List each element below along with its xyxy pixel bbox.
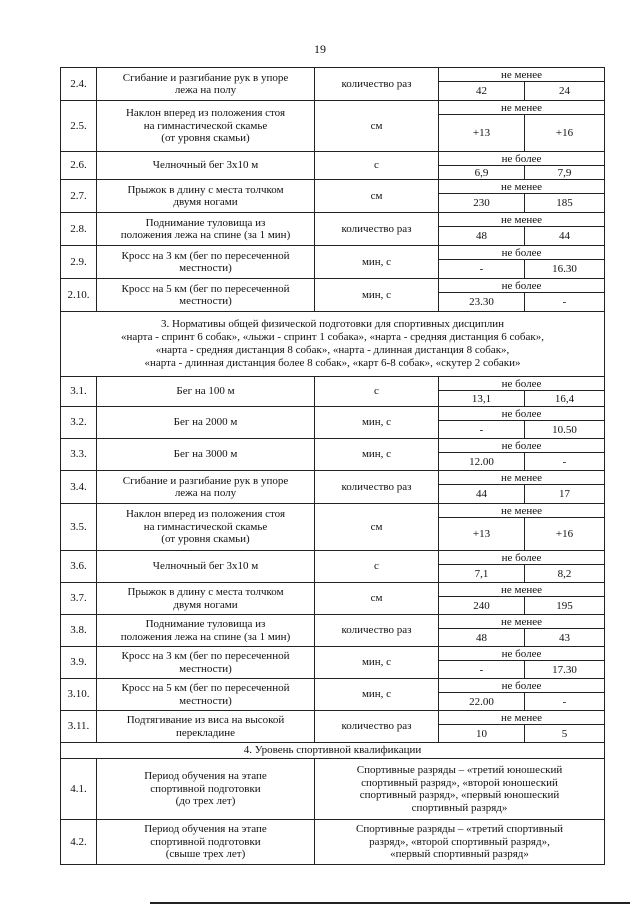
row-number: 2.5. [61,101,97,152]
value-boys: - [439,421,525,439]
unit: мин, с [315,439,439,471]
condition: не менее [439,615,605,629]
qualification-line: Спортивные разряды – «третий юношеский [356,764,563,776]
value-girls: 5 [525,725,605,743]
value-boys: 22.00 [439,693,525,711]
qualification-line: спортивный разряд», «первый юношеский [359,789,560,801]
condition: не более [439,551,605,565]
unit: мин, с [315,246,439,279]
condition: не более [439,279,605,293]
qualification-description [315,759,605,820]
scan-edge-bottom [150,902,630,904]
test-name [97,377,315,407]
row-number: 3.4. [61,471,97,504]
table-row [61,377,605,391]
value-girls: 10.50 [525,421,605,439]
table-row [61,101,605,115]
value-girls: 43 [525,629,605,647]
test-name-line: местности) [179,662,232,675]
table-row [61,471,605,485]
unit: с [315,152,439,180]
section-header-row [61,312,605,377]
value-boys: 44 [439,485,525,504]
table-row [61,407,605,421]
test-name [97,213,315,246]
qualification-line: спортивный разряд» [411,801,508,814]
table-row [61,279,605,293]
table-row [61,647,605,661]
unit: количество раз [315,213,439,246]
value-girls: - [525,693,605,711]
value-boys: 48 [439,227,525,246]
period-name-line: (до трех лет) [175,795,236,808]
table-row [61,711,605,725]
value-girls: 16,4 [525,391,605,407]
test-name-line: местности) [179,295,232,307]
test-name [97,246,315,279]
test-name-line: перекладине [175,726,236,739]
row-number: 2.9. [61,246,97,279]
unit: см [315,583,439,615]
condition: не более [439,679,605,693]
condition: не менее [439,101,605,115]
table-row [61,213,605,227]
test-name-line: лежа на полу [174,487,237,499]
value-girls: 8,2 [525,565,605,583]
row-number: 3.1. [61,377,97,407]
test-name [97,279,315,312]
unit: с [315,551,439,583]
test-name [97,615,315,647]
test-name-line: местности) [179,262,232,274]
condition: не более [439,246,605,260]
condition: не менее [439,583,605,597]
row-number: 2.4. [61,68,97,101]
table-row [61,759,605,820]
value-girls: +16 [525,518,605,551]
table-row [61,180,605,194]
test-name [97,101,315,152]
unit: мин, с [315,679,439,711]
unit: мин, с [315,647,439,679]
value-girls: 185 [525,194,605,213]
unit: количество раз [315,711,439,743]
qualification-description [315,820,605,865]
value-boys: +13 [439,518,525,551]
unit: мин, с [315,407,439,439]
unit: количество раз [315,615,439,647]
period-name-line: спортивной подготовки [150,835,261,848]
row-number: 3.6. [61,551,97,583]
test-name-line: Поднимание туловища из [145,216,266,229]
row-number: 2.8. [61,213,97,246]
test-name-line: Челночный бег 3x10 м [152,159,259,172]
condition: не более [439,152,605,166]
test-name [97,407,315,439]
value-girls: 195 [525,597,605,615]
test-name [97,471,315,504]
test-name [97,551,315,583]
period-name [97,820,315,865]
row-number: 3.10. [61,679,97,711]
table-row [61,820,605,865]
value-boys: 13,1 [439,391,525,407]
value-boys: - [439,661,525,679]
value-boys: - [439,260,525,279]
section-4-title: 4. Уровень спортивной квалификации [61,743,605,759]
period-name-line: (свыше трех лет) [165,848,246,861]
test-name-line: Поднимание туловища из [145,618,266,630]
value-boys: 12.00 [439,453,525,471]
section-3-line: «нарта - средняя дистанция 8 собак», «нарта - длинная дистанция 8 собак», [155,344,510,356]
unit: количество раз [315,68,439,101]
row-number: 3.11. [61,711,97,743]
test-name-line: положения лежа на спине (за 1 мин) [120,229,291,241]
test-name-line: Наклон вперед из положения стоя [125,107,286,120]
test-name [97,647,315,679]
period-name [97,759,315,820]
value-girls: 17 [525,485,605,504]
unit: см [315,101,439,152]
table-row [61,615,605,629]
unit: см [315,180,439,213]
test-name-line: Кросс на 3 км (бег по пересеченной [121,650,290,662]
test-name-line: Прыжок в длину с места толчком [127,183,284,196]
test-name-line: Сгибание и разгибание рук в упоре [122,474,289,487]
row-number: 4.2. [61,820,97,865]
table-body [61,68,605,865]
table-row [61,504,605,518]
section-3-title [61,312,605,377]
test-name-line: Кросс на 5 км (бег по пересеченной [121,282,290,295]
test-name-line: лежа на полу [174,84,237,96]
row-number: 3.8. [61,615,97,647]
qualification-line: «первый спортивный разряд» [390,848,529,861]
test-name [97,68,315,101]
table-row [61,583,605,597]
test-name-line: (от уровня скамьи) [161,132,250,145]
table-row [61,551,605,565]
test-name-line: местности) [179,694,232,707]
test-name [97,504,315,551]
test-name-line: Бег на 100 м [176,385,235,398]
section-header-row [61,743,605,759]
value-boys: 10 [439,725,525,743]
table-row [61,68,605,82]
value-girls: - [525,293,605,312]
period-name-line: Период обучения на этапе [144,823,267,836]
test-name [97,679,315,711]
value-girls: - [525,453,605,471]
value-boys: 6,9 [439,166,525,180]
value-boys: 42 [439,82,525,101]
value-boys: 240 [439,597,525,615]
page-number: 19 [314,42,326,56]
value-boys: 7,1 [439,565,525,583]
test-name [97,439,315,471]
test-name-line: Наклон вперед из положения стоя [125,508,286,521]
row-number: 3.7. [61,583,97,615]
row-number: 2.7. [61,180,97,213]
test-name-line: двумя ногами [173,196,238,208]
unit: количество раз [315,471,439,504]
test-name-line: Бег на 2000 м [173,416,238,429]
condition: не менее [439,213,605,227]
value-boys: 23.30 [439,293,525,312]
test-name-line: Бег на 3000 м [173,448,238,461]
table-row [61,246,605,260]
row-number: 3.5. [61,504,97,551]
test-name-line: Кросс на 3 км (бег по пересеченной [121,249,290,262]
test-name-line: Челночный бег 3x10 м [152,560,259,573]
value-girls: 16.30 [525,260,605,279]
test-name-line: двумя ногами [173,598,238,611]
test-name-line: Сгибание и разгибание рук в упоре [122,71,289,84]
test-name [97,152,315,180]
condition: не менее [439,68,605,82]
unit: с [315,377,439,407]
test-name-line: Прыжок в длину с места толчком [127,586,284,598]
test-name-line: на гимнастической скамье [143,520,268,533]
value-girls: 44 [525,227,605,246]
period-name-line: спортивной подготовки [150,782,261,795]
value-boys: +13 [439,115,525,152]
period-name-line: Период обучения на этапе [144,770,267,783]
value-girls: +16 [525,115,605,152]
standards-table [60,67,605,865]
row-number: 3.9. [61,647,97,679]
condition: не менее [439,180,605,194]
condition: не более [439,377,605,391]
test-name-line: (от уровня скамьи) [161,533,250,546]
value-boys: 230 [439,194,525,213]
row-number: 2.10. [61,279,97,312]
condition: не более [439,439,605,453]
value-boys: 48 [439,629,525,647]
test-name [97,711,315,743]
row-number: 2.6. [61,152,97,180]
unit: мин, с [315,279,439,312]
test-name-line: Подтягивание из виса на высокой [126,714,285,726]
value-girls: 24 [525,82,605,101]
condition: не менее [439,471,605,485]
condition: не менее [439,711,605,725]
test-name-line: положения лежа на спине (за 1 мин) [120,630,291,643]
qualification-line: разряд», «второй спортивный разряд», [369,835,550,848]
test-name-line: на гимнастической скамье [143,119,268,132]
row-number: 4.1. [61,759,97,820]
test-name [97,180,315,213]
qualification-line: Спортивные разряды – «третий спортивный [356,823,563,836]
test-name [97,583,315,615]
value-girls: 17.30 [525,661,605,679]
section-3-line: 3. Нормативы общей физической подготовки для спортивных дисциплин [161,318,504,330]
table-row [61,439,605,453]
test-name-line: Кросс на 5 км (бег по пересеченной [121,682,290,694]
qualification-line: спортивный разряд», «второй юношеский [361,776,558,789]
row-number: 3.2. [61,407,97,439]
row-number: 3.3. [61,439,97,471]
condition: не более [439,647,605,661]
unit: см [315,504,439,551]
table-row [61,679,605,693]
section-3-line: «нарта - спринт 6 собак», «лыжи - спринт 1 собака», «нарта - средняя дистанция 6 собак», [121,331,544,343]
section-3-line: «нарта - длинная дистанция более 8 собак», «карт 6-8 собак», «скутер 2 собаки» [144,357,521,369]
table-row [61,152,605,166]
condition: не более [439,407,605,421]
condition: не менее [439,504,605,518]
value-girls: 7,9 [525,166,605,180]
